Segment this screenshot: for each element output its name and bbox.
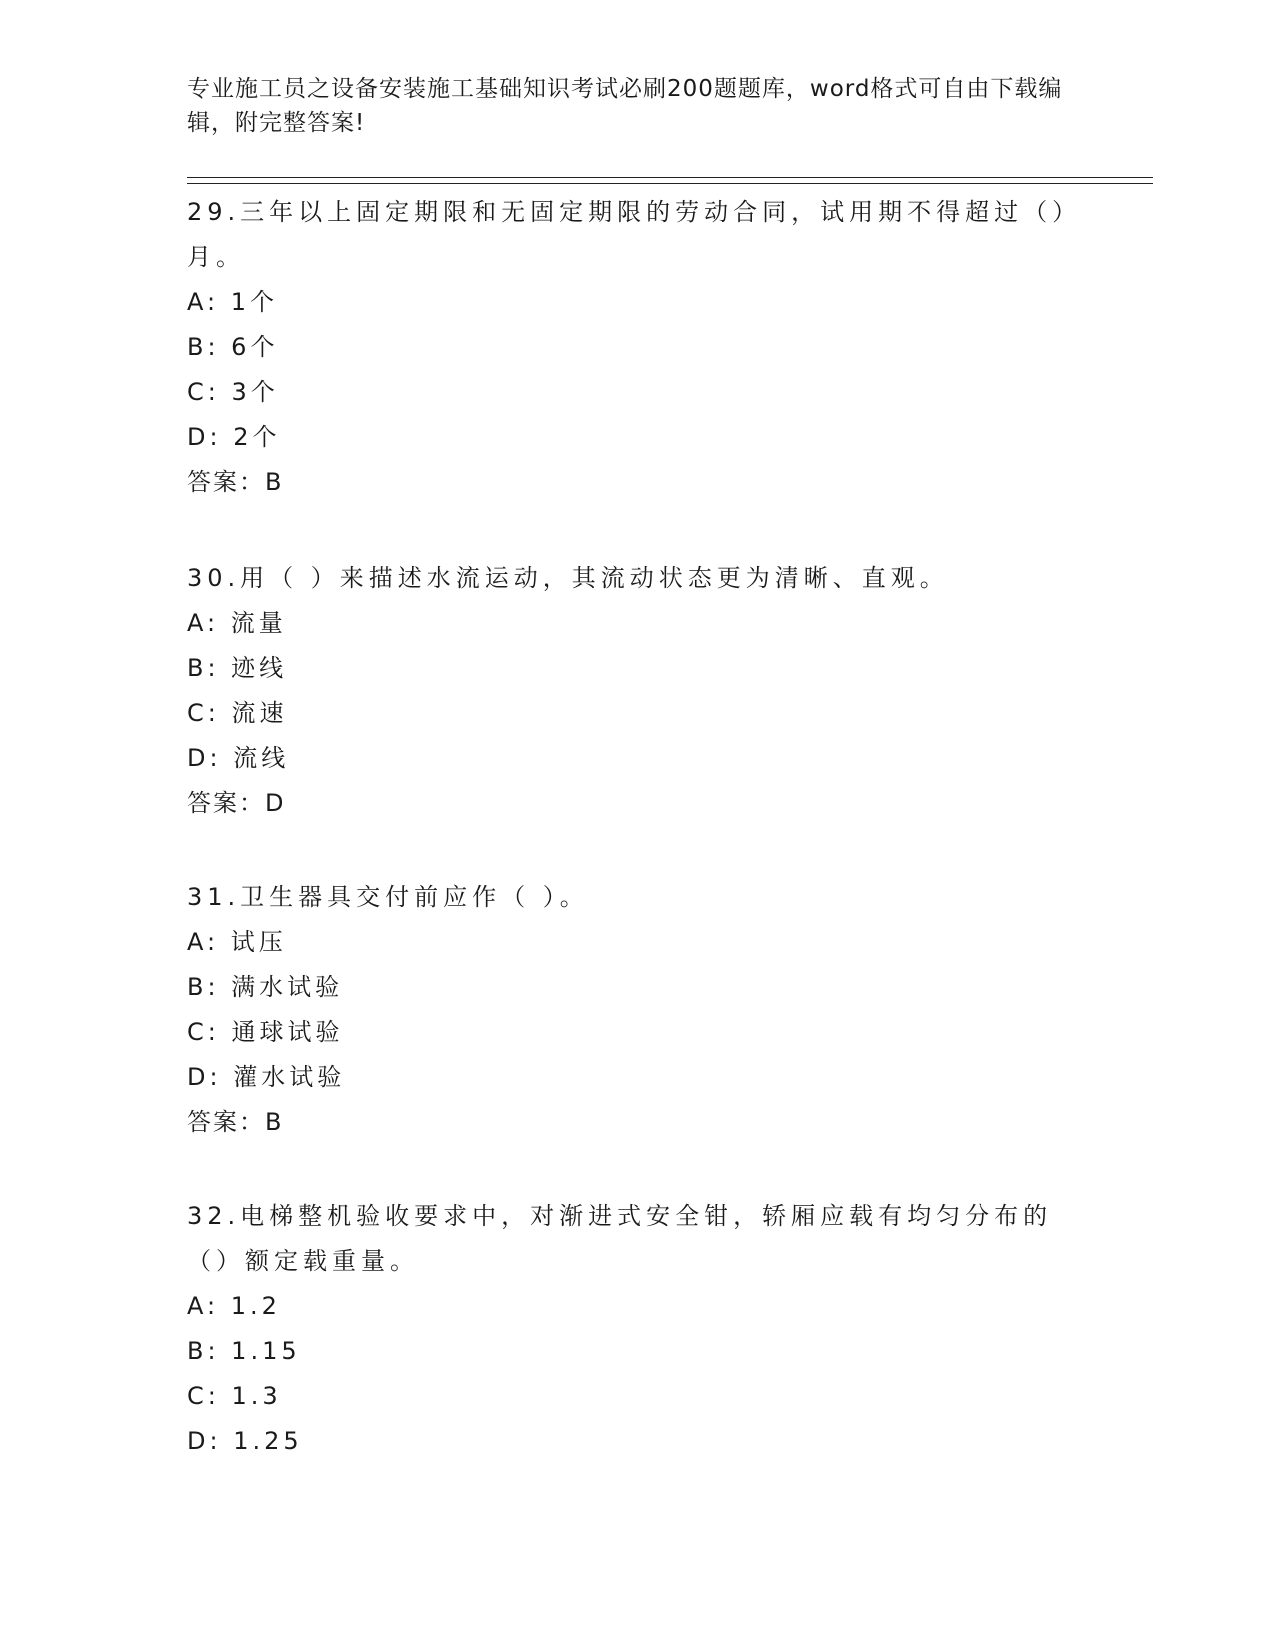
option-c: C: 流速: [187, 699, 288, 727]
option-c: C: 3个: [187, 378, 279, 406]
answer-line: 答案：B: [187, 1108, 284, 1136]
option-d: D: 2个: [187, 423, 281, 451]
option-b: B: 迹线: [187, 654, 288, 682]
question-30: [187, 556, 1087, 826]
header-divider-bottom: [187, 183, 1153, 184]
question-stem: 29.三年以上固定期限和无固定期限的劳动合同，试用期不得超过（）月。: [187, 198, 1082, 271]
option-c: C: 1.3: [187, 1382, 282, 1410]
question-stem: 31.卫生器具交付前应作（ ）。: [187, 883, 589, 911]
answer-line: 答案：B: [187, 468, 284, 496]
option-d: D: 灌水试验: [187, 1063, 346, 1091]
question-31: [187, 875, 1087, 1145]
option-a: A: 流量: [187, 609, 287, 637]
question-stem: 32.电梯整机验收要求中，对渐进式安全钳，轿厢应载有均匀分布的（）额定载重量。: [187, 1202, 1053, 1275]
option-d: D: 流线: [187, 744, 290, 772]
option-b: B: 满水试验: [187, 973, 344, 1001]
header-title: 专业施工员之设备安装施工基础知识考试必刷200题题库，word格式可自由下载编辑，附完整答案!: [187, 76, 1063, 136]
document-header: [187, 72, 1087, 140]
option-c: C: 通球试验: [187, 1018, 344, 1046]
option-b: B: 6个: [187, 333, 279, 361]
question-stem: 30.用（ ）来描述水流运动，其流动状态更为清晰、直观。: [187, 564, 949, 592]
option-a: A: 1个: [187, 288, 278, 316]
option-b: B: 1.15: [187, 1337, 301, 1365]
question-32: [187, 1194, 1087, 1464]
option-a: A: 1.2: [187, 1292, 281, 1320]
option-a: A: 试压: [187, 928, 287, 956]
question-29: [187, 190, 1087, 505]
header-divider-top: [187, 177, 1153, 178]
option-d: D: 1.25: [187, 1427, 303, 1455]
answer-line: 答案：D: [187, 789, 286, 817]
